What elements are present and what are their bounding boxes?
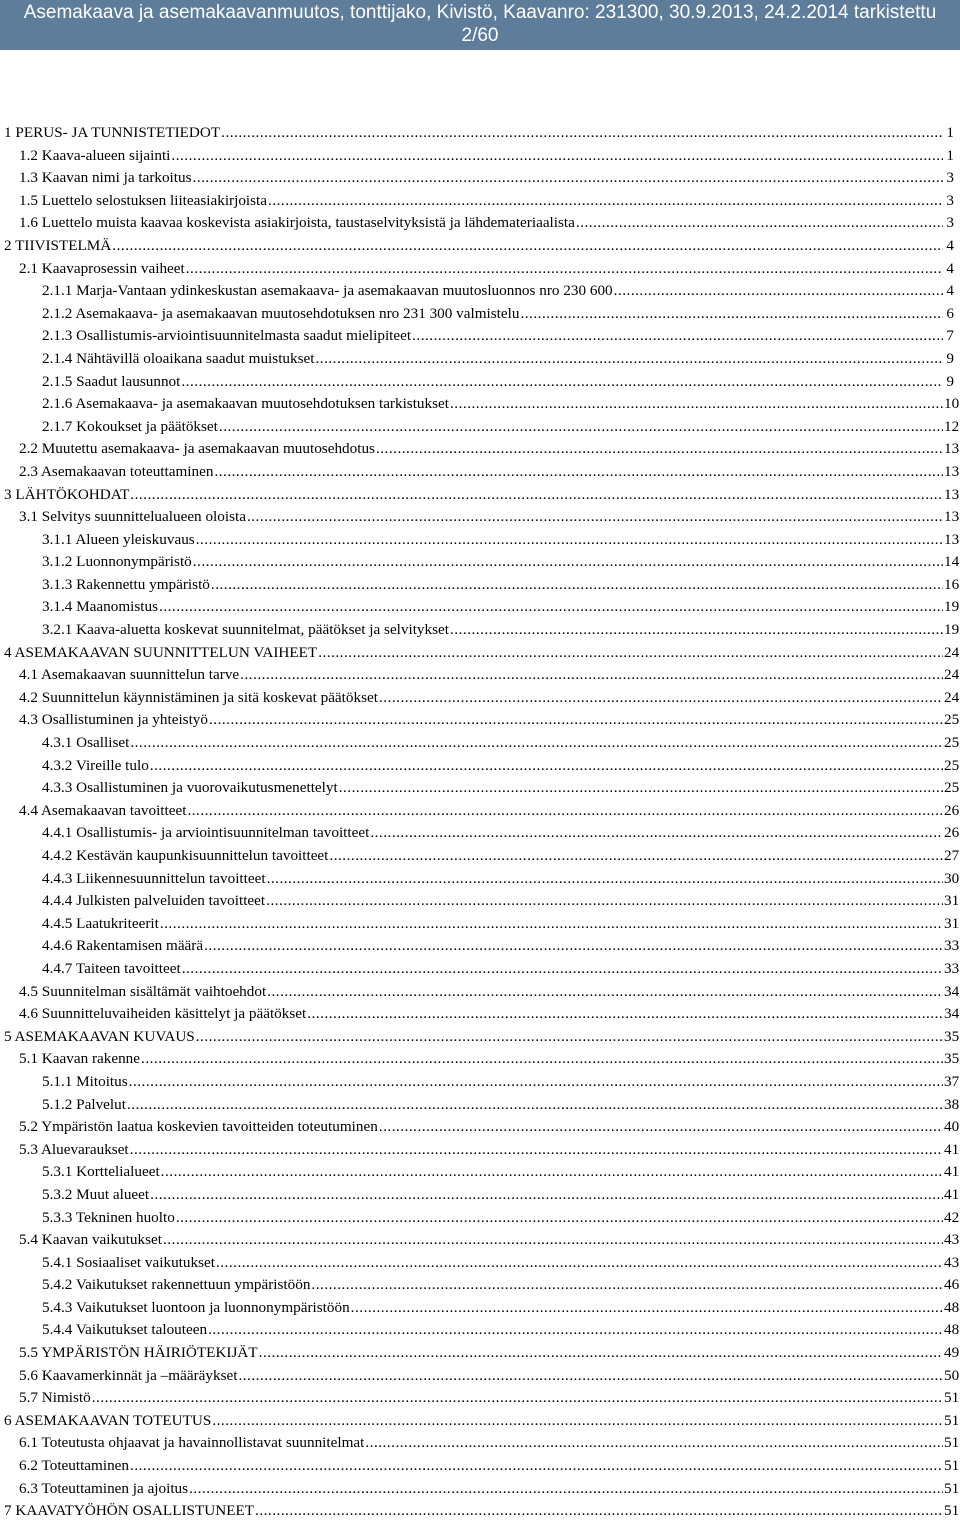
- toc-leader-dots: [181, 371, 943, 394]
- toc-leader-dots: [129, 1071, 943, 1094]
- toc-entry-title: 5.6 Kaavamerkinnät ja –määräykset: [19, 1366, 238, 1384]
- toc-entry[interactable]: [0, 913, 960, 936]
- toc-leader-dots: [315, 348, 943, 371]
- toc-entry-title: 3.1.2 Luonnonympäristö: [42, 553, 192, 571]
- toc-leader-dots: [209, 709, 943, 732]
- toc-entry-page: 24: [944, 688, 960, 706]
- toc-entry-page: 41: [944, 1140, 960, 1158]
- toc-entry[interactable]: [0, 1297, 960, 1320]
- toc-leader-dots: [259, 1342, 943, 1365]
- toc-entry[interactable]: [0, 619, 960, 642]
- toc-entry-title: 5.4.2 Vaikutukset rakennettuun ympäristöön: [42, 1276, 311, 1294]
- toc-entry[interactable]: [0, 167, 960, 190]
- toc-leader-dots: [211, 574, 943, 597]
- toc-entry[interactable]: [0, 935, 960, 958]
- toc-entry-page: 35: [944, 1050, 960, 1068]
- toc-entry-title: 5.3 Aluevaraukset: [19, 1140, 129, 1158]
- toc-entry-page: 1: [946, 146, 954, 164]
- toc-entry-title: 5.4.3 Vaikutukset luontoon ja luonnonympäristöön: [42, 1298, 350, 1316]
- toc-entry-page: 51: [944, 1502, 960, 1520]
- document-header: [0, 0, 960, 50]
- toc-entry[interactable]: [0, 1365, 960, 1388]
- toc-leader-dots: [219, 416, 943, 439]
- toc-entry-page: 19: [944, 598, 960, 616]
- toc-entry-title: 4.4.1 Osallistumis- ja arviointisuunnitelman tavoitteet: [42, 824, 370, 842]
- toc-entry[interactable]: [0, 777, 960, 800]
- toc-entry[interactable]: [0, 303, 960, 326]
- toc-entry[interactable]: [0, 868, 960, 891]
- toc-leader-dots: [176, 1207, 943, 1230]
- toc-leader-dots: [329, 845, 943, 868]
- toc-entry-page: 3: [946, 214, 954, 232]
- toc-entry-title: 5.1.2 Palvelut: [42, 1095, 126, 1113]
- toc-entry-title: 4.3.1 Osalliset: [42, 734, 130, 752]
- toc-entry[interactable]: [0, 258, 960, 281]
- toc-entry-page: 41: [944, 1163, 960, 1181]
- toc-entry-page: 30: [944, 869, 960, 887]
- toc-entry-title: 1.6 Luettelo muista kaavaa koskevista asiakirjoista, taustaselvityksistä ja lähdemateriaalista: [19, 214, 575, 232]
- toc-entry-title: 5.1.1 Mitoitus: [42, 1072, 128, 1090]
- toc-entry[interactable]: [0, 122, 960, 145]
- toc-entry[interactable]: [0, 664, 960, 687]
- toc-entry[interactable]: [0, 506, 960, 529]
- document-title: Asemakaava ja asemakaavanmuutos, tonttijako, Kivistö, Kaavanro: 231300, 30.9.2013, 24.2.2014 tarkistettu: [23, 2, 937, 23]
- toc-leader-dots: [196, 1026, 943, 1049]
- toc-entry[interactable]: [0, 1094, 960, 1117]
- toc-entry[interactable]: [0, 212, 960, 235]
- toc-entry-page: 38: [944, 1095, 960, 1113]
- toc-leader-dots: [130, 1455, 943, 1478]
- toc-entry-title: 5.4.4 Vaikutukset talouteen: [42, 1321, 208, 1339]
- toc-leader-dots: [161, 1161, 943, 1184]
- toc-entry-title: 4.4 Asemakaavan tavoitteet: [19, 801, 187, 819]
- toc-entry-page: 13: [944, 462, 960, 480]
- toc-leader-dots: [196, 529, 943, 552]
- toc-entry-title: 2.1.7 Kokoukset ja päätökset: [42, 417, 218, 435]
- toc-entry-title: 4 ASEMAKAAVAN SUUNNITTELUN VAIHEET: [4, 643, 318, 661]
- toc-entry-page: 13: [944, 508, 960, 526]
- toc-entry[interactable]: [0, 958, 960, 981]
- toc-entry[interactable]: [0, 551, 960, 574]
- toc-entry[interactable]: [0, 1071, 960, 1094]
- toc-entry[interactable]: [0, 1342, 960, 1365]
- toc-entry[interactable]: [0, 1500, 960, 1523]
- toc-entry[interactable]: [0, 1478, 960, 1501]
- toc-leader-dots: [450, 619, 943, 642]
- toc-entry[interactable]: [0, 325, 960, 348]
- toc-entry-page: 25: [944, 779, 960, 797]
- toc-leader-dots: [318, 642, 943, 665]
- toc-leader-dots: [351, 1297, 943, 1320]
- toc-entry-title: 2.2 Muutettu asemakaava- ja asemakaavan muutosehdotus: [19, 440, 375, 458]
- toc-entry[interactable]: [0, 687, 960, 710]
- toc-entry-page: 1: [946, 124, 954, 141]
- toc-entry-page: 4: [946, 259, 954, 277]
- toc-leader-dots: [255, 1500, 943, 1523]
- toc-entry-title: 4.3 Osallistuminen ja yhteistyö: [19, 711, 208, 729]
- toc-leader-dots: [379, 1116, 943, 1139]
- toc-entry-page: 13: [944, 530, 960, 548]
- toc-leader-dots: [189, 1478, 943, 1501]
- toc-entry-page: 9: [946, 349, 954, 367]
- toc-leader-dots: [216, 1252, 943, 1275]
- toc-entry[interactable]: [0, 1319, 960, 1342]
- toc-entry[interactable]: [0, 1274, 960, 1297]
- toc-entry-title: 4.2 Suunnittelun käynnistäminen ja sitä koskevat päätökset: [19, 688, 378, 706]
- toc-entry[interactable]: [0, 596, 960, 619]
- toc-leader-dots: [182, 958, 943, 981]
- toc-entry-page: 24: [944, 666, 960, 684]
- toc-entry-title: 4.4.5 Laatukriteerit: [42, 914, 159, 932]
- toc-leader-dots: [238, 1365, 943, 1388]
- toc-entry-page: 34: [944, 982, 960, 1000]
- toc-leader-dots: [92, 1387, 943, 1410]
- toc-entry[interactable]: [0, 1161, 960, 1184]
- toc-entry-page: 41: [944, 1185, 960, 1203]
- toc-leader-dots: [379, 687, 943, 710]
- toc-entry-title: 3.1.1 Alueen yleiskuvaus: [42, 530, 195, 548]
- toc-leader-dots: [365, 1432, 943, 1455]
- toc-entry-page: 13: [944, 440, 960, 458]
- toc-entry-title: 5.3.1 Korttelialueet: [42, 1163, 160, 1181]
- toc-entry-page: 24: [944, 643, 960, 661]
- toc-entry-page: 25: [944, 734, 960, 752]
- toc-entry-page: 6: [946, 304, 954, 322]
- table-of-contents: [0, 50, 960, 1523]
- toc-entry[interactable]: [0, 393, 960, 416]
- toc-entry-title: 2.1.2 Asemakaava- ja asemakaavan muutosehdotuksen nro 231 300 valmistelu: [42, 304, 520, 322]
- toc-entry-title: 4.4.6 Rakentamisen määrä: [42, 937, 204, 955]
- toc-leader-dots: [450, 393, 943, 416]
- toc-leader-dots: [208, 1319, 943, 1342]
- toc-entry-title: 5.4.1 Sosiaaliset vaikutukset: [42, 1253, 215, 1271]
- toc-entry-page: 25: [944, 756, 960, 774]
- toc-entry-title: 2.3 Asemakaavan toteuttaminen: [19, 462, 214, 480]
- toc-entry-title: 2.1.1 Marja-Vantaan ydinkeskustan asemakaava- ja asemakaavan muutosluonnos nro 230 600: [42, 282, 613, 300]
- toc-leader-dots: [212, 1410, 943, 1433]
- toc-entry-page: 31: [944, 914, 960, 932]
- toc-entry-page: 33: [944, 959, 960, 977]
- toc-entry-title: 6.1 Toteutusta ohjaavat ja havainnollistavat suunnitelmat: [19, 1434, 365, 1452]
- toc-entry-title: 2.1.3 Osallistumis-arviointisuunnitelmasta saadut mielipiteet: [42, 327, 412, 345]
- toc-entry[interactable]: [0, 1026, 960, 1049]
- toc-entry-title: 7 KAAVATYÖHÖN OSALLISTUNEET: [4, 1502, 255, 1520]
- toc-entry-title: 4.4.2 Kestävän kaupunkisuunnittelun tavoitteet: [42, 847, 329, 864]
- toc-entry-title: 5.5 YMPÄRISTÖN HÄIRIÖTEKIJÄT: [19, 1344, 258, 1362]
- toc-entry-page: 3: [946, 191, 954, 209]
- toc-entry-page: 48: [944, 1298, 960, 1316]
- toc-entry-title: 3.1 Selvitys suunnittelualueen oloista: [19, 508, 246, 526]
- toc-entry[interactable]: [0, 642, 960, 665]
- toc-entry-title: 4.4.3 Liikennesuunnittelun tavoitteet: [42, 869, 266, 887]
- toc-entry[interactable]: [0, 145, 960, 168]
- toc-entry-title: 6.2 Toteuttaminen: [19, 1457, 130, 1475]
- toc-entry-title: 5.3.2 Muut alueet: [42, 1185, 150, 1203]
- toc-entry-title: 4.3.3 Osallistuminen ja vuorovaikutusmenettelyt: [42, 779, 338, 797]
- toc-leader-dots: [187, 800, 943, 823]
- toc-entry-title: 1 PERUS- JA TUNNISTETIEDOT: [4, 124, 221, 141]
- toc-entry-title: 2.1.5 Saadut lausunnot: [42, 372, 181, 390]
- toc-entry[interactable]: [0, 981, 960, 1004]
- toc-entry-page: 31: [944, 892, 960, 910]
- toc-leader-dots: [159, 596, 943, 619]
- toc-entry-page: 26: [944, 801, 960, 819]
- toc-entry-page: 50: [944, 1366, 960, 1384]
- toc-leader-dots: [171, 145, 943, 168]
- toc-entry-title: 5.1 Kaavan rakenne: [19, 1050, 141, 1068]
- toc-leader-dots: [268, 190, 943, 213]
- toc-entry-title: 4.6 Suunnitteluvaiheiden käsittelyt ja päätökset: [19, 1005, 307, 1023]
- toc-entry-page: 51: [944, 1389, 960, 1407]
- toc-entry-title: 2.1.6 Asemakaava- ja asemakaavan muutosehdotuksen tarkistukset: [42, 395, 449, 413]
- toc-leader-dots: [204, 935, 943, 958]
- toc-leader-dots: [520, 303, 943, 326]
- toc-entry-page: 13: [944, 485, 960, 503]
- toc-entry-page: 51: [944, 1479, 960, 1497]
- toc-entry-title: 4.5 Suunnitelman sisältämät vaihtoehdot: [19, 982, 267, 1000]
- toc-leader-dots: [267, 868, 943, 891]
- toc-entry-page: 43: [944, 1253, 960, 1271]
- toc-entry-title: 6 ASEMAKAAVAN TOTEUTUS: [4, 1411, 212, 1429]
- toc-entry[interactable]: [0, 1229, 960, 1252]
- toc-entry[interactable]: [0, 1048, 960, 1071]
- toc-entry-title: 2 TIIVISTELMÄ: [4, 236, 112, 254]
- toc-entry[interactable]: [0, 280, 960, 303]
- toc-entry-page: 37: [944, 1072, 960, 1090]
- toc-entry[interactable]: [0, 709, 960, 732]
- toc-entry[interactable]: [0, 529, 960, 552]
- toc-entry[interactable]: [0, 1432, 960, 1455]
- toc-leader-dots: [163, 1229, 943, 1252]
- toc-entry[interactable]: [0, 235, 960, 258]
- toc-entry-page: 3: [946, 169, 954, 187]
- toc-entry[interactable]: [0, 732, 960, 755]
- toc-leader-dots: [307, 1003, 943, 1026]
- toc-leader-dots: [221, 122, 943, 145]
- toc-leader-dots: [130, 484, 943, 507]
- toc-entry-page: 4: [946, 282, 954, 300]
- toc-entry[interactable]: [0, 890, 960, 913]
- toc-entry-page: 40: [944, 1118, 960, 1136]
- toc-entry-page: 51: [944, 1411, 960, 1429]
- toc-entry-title: 4.4.4 Julkisten palveluiden tavoitteet: [42, 892, 266, 910]
- toc-leader-dots: [112, 235, 943, 258]
- toc-entry-page: 14: [944, 553, 960, 571]
- toc-leader-dots: [214, 461, 943, 484]
- toc-leader-dots: [240, 664, 943, 687]
- toc-entry-title: 2.1 Kaavaprosessin vaiheet: [19, 259, 185, 277]
- toc-entry-page: 35: [944, 1027, 960, 1045]
- toc-entry[interactable]: [0, 1387, 960, 1410]
- toc-entry[interactable]: [0, 371, 960, 394]
- toc-leader-dots: [141, 1048, 943, 1071]
- toc-leader-dots: [130, 732, 943, 755]
- toc-leader-dots: [130, 1139, 943, 1162]
- toc-entry[interactable]: [0, 190, 960, 213]
- page-number: 2/60: [461, 25, 499, 46]
- toc-entry-title: 3.1.3 Rakennettu ympäristö: [42, 575, 210, 593]
- toc-entry[interactable]: [0, 1207, 960, 1230]
- toc-leader-dots: [614, 280, 943, 303]
- toc-leader-dots: [339, 777, 943, 800]
- toc-entry-page: 34: [944, 1005, 960, 1023]
- toc-entry[interactable]: [0, 800, 960, 823]
- toc-leader-dots: [160, 913, 943, 936]
- toc-entry-page: 48: [944, 1321, 960, 1339]
- toc-entry-page: 26: [944, 824, 960, 842]
- toc-entry[interactable]: [0, 1252, 960, 1275]
- toc-leader-dots: [370, 822, 943, 845]
- toc-leader-dots: [193, 167, 943, 190]
- toc-entry-title: 3.2.1 Kaava-aluetta koskevat suunnitelmat, päätökset ja selvitykset: [42, 621, 449, 639]
- toc-entry[interactable]: [0, 416, 960, 439]
- toc-entry-page: 25: [944, 711, 960, 729]
- toc-entry[interactable]: [0, 1455, 960, 1478]
- toc-entry-page: 51: [944, 1457, 960, 1475]
- toc-entry[interactable]: [0, 1003, 960, 1026]
- toc-entry-title: 5.3.3 Tekninen huolto: [42, 1208, 175, 1226]
- toc-leader-dots: [376, 438, 943, 461]
- toc-entry-title: 4.3.2 Vireille tulo: [42, 756, 149, 774]
- toc-entry-page: 16: [944, 575, 960, 593]
- toc-leader-dots: [266, 890, 943, 913]
- toc-entry-title: 5.2 Ympäristön laatua koskevien tavoitteiden toteutuminen: [19, 1118, 378, 1136]
- toc-entry-title: 1.5 Luettelo selostuksen liiteasiakirjoista: [19, 191, 268, 209]
- toc-entry-page: 4: [946, 236, 954, 254]
- toc-entry[interactable]: [0, 845, 960, 868]
- toc-leader-dots: [311, 1274, 943, 1297]
- toc-entry-title: 5 ASEMAKAAVAN KUVAUS: [4, 1027, 195, 1045]
- toc-entry[interactable]: [0, 574, 960, 597]
- toc-entry-page: 33: [944, 937, 960, 955]
- toc-entry[interactable]: [0, 755, 960, 778]
- toc-entry-page: 46: [944, 1276, 960, 1294]
- toc-entry-title: 2.1.4 Nähtävillä oloaikana saadut muistukset: [42, 349, 315, 367]
- toc-entry-page: 10: [944, 395, 960, 413]
- toc-entry-title: 5.7 Nimistö: [19, 1389, 91, 1407]
- toc-entry-page: 42: [944, 1208, 960, 1226]
- toc-entry[interactable]: [0, 461, 960, 484]
- toc-entry[interactable]: [0, 1116, 960, 1139]
- toc-leader-dots: [150, 1184, 943, 1207]
- toc-entry-title: 4.1 Asemakaavan suunnittelun tarve: [19, 666, 240, 684]
- toc-entry[interactable]: [0, 348, 960, 371]
- toc-entry[interactable]: [0, 1139, 960, 1162]
- toc-entry-title: 5.4 Kaavan vaikutukset: [19, 1231, 162, 1249]
- toc-leader-dots: [247, 506, 943, 529]
- toc-entry-page: 51: [944, 1434, 960, 1452]
- toc-leader-dots: [127, 1094, 943, 1117]
- toc-entry-page: 43: [944, 1231, 960, 1249]
- toc-entry-page: 9: [946, 372, 954, 390]
- toc-entry-page: 7: [946, 327, 954, 345]
- toc-entry-title: 6.3 Toteuttaminen ja ajoitus: [19, 1479, 189, 1497]
- toc-leader-dots: [186, 258, 943, 281]
- toc-entry-page: 19: [944, 621, 960, 639]
- toc-entry[interactable]: [0, 1410, 960, 1433]
- toc-leader-dots: [150, 755, 943, 778]
- toc-entry-title: 3.1.4 Maanomistus: [42, 598, 159, 616]
- toc-entry-page: 12: [944, 417, 960, 435]
- toc-leader-dots: [412, 325, 943, 348]
- toc-entry-title: 3 LÄHTÖKOHDAT: [4, 485, 130, 503]
- toc-entry-title: 1.3 Kaavan nimi ja tarkoitus: [19, 169, 192, 187]
- toc-entry[interactable]: [0, 484, 960, 507]
- toc-leader-dots: [193, 551, 943, 574]
- toc-entry[interactable]: [0, 822, 960, 845]
- toc-entry[interactable]: [0, 1184, 960, 1207]
- toc-entry[interactable]: [0, 438, 960, 461]
- toc-leader-dots: [576, 212, 943, 235]
- toc-entry-page: 49: [944, 1344, 960, 1362]
- toc-entry-page: 27: [944, 847, 960, 864]
- toc-entry-title: 1.2 Kaava-alueen sijainti: [19, 146, 171, 164]
- toc-leader-dots: [267, 981, 943, 1004]
- toc-entry-title: 4.4.7 Taiteen tavoitteet: [42, 959, 181, 977]
